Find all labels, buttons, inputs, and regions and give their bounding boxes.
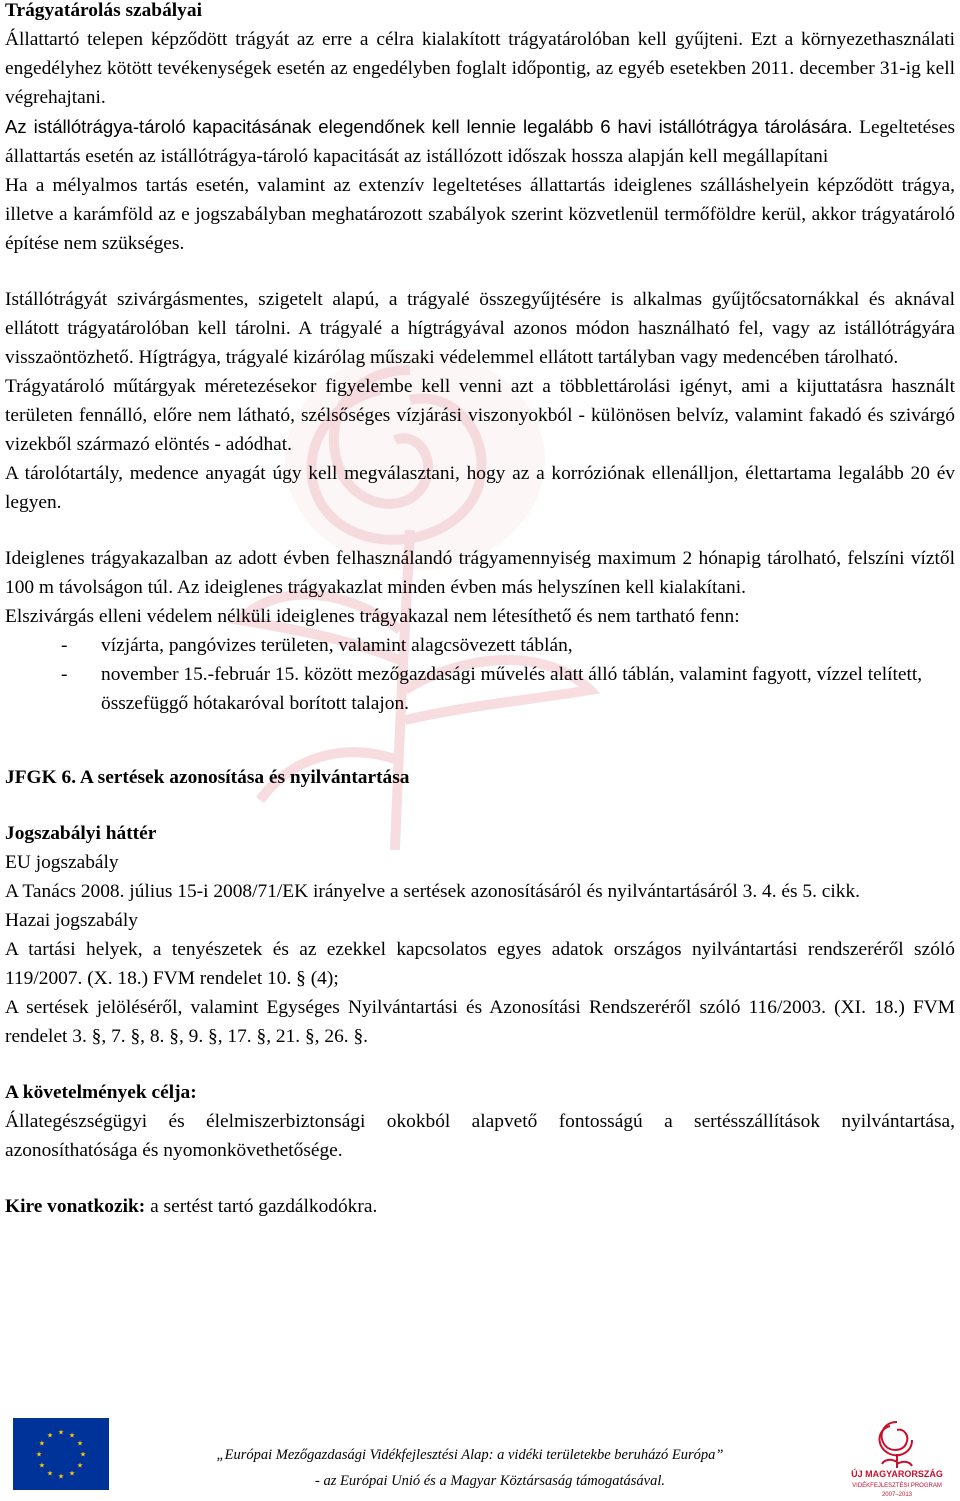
logo-text-sub: VIDÉKFEJLESZTÉSI PROGRAM [852,1483,942,1489]
paragraph-storage-requirement: Állattartó telepen képződött trágyát az erre a célra kialakított trágyatárolóban kell gyűjteni. Ezt a környezethasználati engedélyhez kötött tevékenységek esetén az engedélyben foglalt időpontig, az egyéb esetekben 2011. december 31-ig kell végrehajtani. [5,29,955,108]
list-dash: - [61,664,68,685]
paragraph-heap-restriction: Elszivárgás elleni védelem nélküli ideiglenes trágyakazal nem létesíthető és nem tartható fenn: [5,606,740,627]
list-item-text: november 15.-február 15. között mezőgazdasági művelés alatt álló táblán, valamint fagyott, vízzel telített, összefüggő hótakaróval borított talajon. [101,664,923,714]
eu-star-icon: ★ [68,1431,76,1440]
eu-star-icon: ★ [46,1469,54,1478]
document-body [5,0,955,1221]
paragraph-capacity [5,112,955,171]
goal-label: A követelmények célja: [5,1082,197,1103]
goal-text: Állategészségügyi és élelmiszerbiztonsági okokból alapvető fontosságú a sertésszállítások nyilvántartása, azonosíthatósága és nyomonkövethetősége. [5,1111,955,1161]
footer-slogan: „Európai Mezőgazdasági Vidékfejlesztési Alap: a vidéki területekbe beruházó Európa” [216,1447,724,1463]
eu-star-icon: ★ [57,1472,65,1481]
restriction-list [5,631,955,718]
national-law-label: Hazai jogszabály [5,910,138,931]
paragraph-manure-storage: Istállótrágyát szivárgásmentes, szigetelt alapú, a trágyalé összegyűjtésére is alkalmas gyűjtőcsatornákkal és aknával ellátott trágyatárolóban kell tárolni. A trágyalé a hígtrágyával azonos módon használható fel, vagy az istállótrágyára visszaöntözhető. Hígtrágya, trágyalé kizárólag műszaki védelemmel ellátott tartályban vagy medencében tárolható. [5,289,955,368]
eu-law-text: A Tanács 2008. július 15-i 2008/71/EK irányelve a sertések azonosításáról és nyilvántartásáról 3. 4. és 5. cikk. [5,881,861,902]
eu-law-label: EU jogszabály [5,852,119,873]
eu-star-icon: ★ [38,1439,46,1448]
page-footer [0,1414,960,1501]
eu-star-icon: ★ [38,1461,46,1470]
eu-star-icon: ★ [68,1469,76,1478]
uj-magyarorszag-logo [842,1414,952,1500]
eu-star-icon: ★ [76,1461,84,1470]
grazing-sentence: Legeltetéses állattartás esetén az istállótrágya-tároló kapacitását az istállózott időszak hossza alapján kell megállapítani [5,117,955,167]
list-item [5,660,955,718]
paragraph-sizing: Trágyatároló műtárgyak méretezésekor figyelembe kell venni azt a többlettárolási igényt, ami a kijuttatásra használt területen fennálló, előre nem látható, szélsőséges vízjárási viszonyokból - különösen belvíz, valamint fakadó és szivárgó vizekből származó elöntés - adódhat. [5,376,955,455]
eu-star-icon: ★ [76,1439,84,1448]
scope-line [5,1192,955,1221]
legal-background-title: Jogszabályi háttér [5,823,157,844]
footer-support-note: - az Európai Unió és a Magyar Köztársaság támogatásával. [314,1473,666,1489]
capacity-sentence: Az istállótrágya-tároló kapacitásának elegendőnek kell lennie legalább 6 havi istállótrágya tárolására. [5,116,853,137]
paragraph-deep-litter: Ha a mélyalmos tartás esetén, valamint az extenzív legeltetéses állattartás ideiglenes szálláshelyein képződött trágya, illetve a karámföld az e jogszabályban meghatározott szabályok szerint közvetlenül termőföldre kerül, akkor trágyatároló építése nem szükséges. [5,175,955,254]
logo-text-main: ÚJ MAGYARORSZÁG [851,1469,943,1479]
logo-text-years: 2007–2013 [881,1492,913,1498]
paragraph-tank-material: A tárolótartály, medence anyagát úgy kell megválasztani, hogy az a korróziónak ellenálljon, élettartama legalább 20 év legyen. [5,463,955,513]
national-law-text-2: A sertések jelöléséről, valamint Egységes Nyilvántartási és Azonosítási Rendszeréről szóló 116/2003. (XI. 18.) FVM rendelet 3. §, 7. §, 8. §, 9. §, 17. §, 21. §, 26. §. [5,997,955,1047]
eu-star-icon: ★ [46,1431,54,1440]
eu-star-icon: ★ [79,1450,87,1459]
scope-text: a sertést tartó gazdálkodókra. [145,1196,378,1217]
list-item [5,631,955,660]
list-item-text: vízjárta, pangóvizes területen, valamint alagcsövezett táblán, [101,635,573,656]
section-title: Trágyatárolás szabályai [5,0,202,21]
section-heading-jfgk6: JFGK 6. A sertések azonosítása és nyilvántartása [5,767,410,788]
scope-label: Kire vonatkozik: [5,1196,146,1217]
list-dash: - [61,635,68,656]
paragraph-temporary-heap: Ideiglenes trágyakazalban az adott évben felhasználandó trágyamennyiség maximum 2 hónapig tárolható, felszíni víztől 100 m távolságon túl. Az ideiglenes trágyakazlat minden évben más helyszínen kell kialakítani. [5,548,955,598]
eu-star-icon: ★ [35,1450,43,1459]
national-law-text-1: A tartási helyek, a tenyészetek és az ezekkel kapcsolatos egyes adatok országos nyilvántartási rendszeréről szóló 119/2007. (X. 18.) FVM rendelet 10. § (4); [5,939,955,989]
eu-flag-icon [13,1418,109,1490]
eu-star-icon: ★ [57,1428,65,1437]
